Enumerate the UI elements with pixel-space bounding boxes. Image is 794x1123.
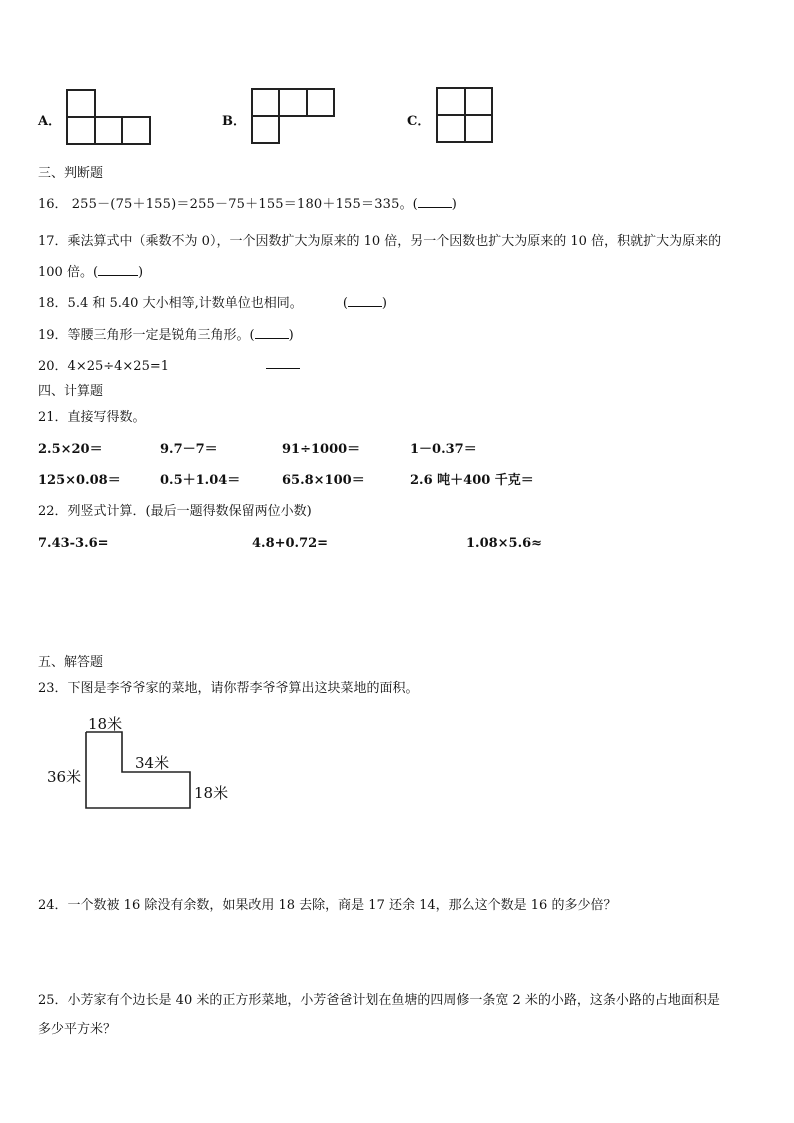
answer-close: ) <box>451 197 457 212</box>
calc-item: 125×0.08＝ <box>38 473 121 488</box>
option-b-label: B． <box>222 114 246 129</box>
question-23 <box>38 677 419 696</box>
question-18 <box>38 292 387 311</box>
question-text: 100 倍。( <box>38 265 99 280</box>
question-24 <box>38 894 616 913</box>
question-number: 21． <box>38 410 68 425</box>
calc-item: 1.08×5.6≈ <box>466 536 543 551</box>
option-a-label: A． <box>38 114 62 129</box>
calc-item: 91÷1000＝ <box>282 442 361 457</box>
option-c-label: C． <box>407 114 431 129</box>
question-number: 24． <box>38 898 68 913</box>
question-text: 小芳家有个边长是 40 米的正方形菜地，小芳爸爸计划在鱼塘的四周修一条宽 2 米的小路，这条小路的占地面积是 <box>67 993 720 1008</box>
grid-square <box>306 88 335 117</box>
grid-square <box>464 87 493 116</box>
grid-square <box>251 115 280 144</box>
calc-item: 2.5×20＝ <box>38 442 103 457</box>
question-text: 一个数被 16 除没有余数，如果改用 18 去除，商是 17 还余 14，那么这个数是 16 的多少倍？ <box>67 898 617 913</box>
question-number: 25． <box>38 993 68 1008</box>
question-text: 等腰三角形一定是锐角三角形。( <box>67 328 255 343</box>
calc-item: 4.8+0.72= <box>252 536 329 551</box>
calc-item: 1－0.37＝ <box>410 442 477 457</box>
answer-close: ) <box>381 296 387 311</box>
grid-square <box>66 89 96 118</box>
question-text: 5.4 和 5.40 大小相等,计数单位也相同。 <box>67 296 303 311</box>
question-number: 23． <box>38 681 68 696</box>
question-number: 22． <box>38 504 68 519</box>
question-17 <box>38 230 721 249</box>
question-text: 4×25÷4×25=1 <box>67 359 170 374</box>
equation: 255－(75＋155)＝255－75＋155＝180＋155＝335 <box>71 197 400 212</box>
grid-square <box>278 88 308 117</box>
question-text: 多少平方米？ <box>38 1022 117 1037</box>
question-19 <box>38 324 294 343</box>
grid-square <box>94 116 123 145</box>
calc-item: 2.6 吨＋400 千克＝ <box>410 473 534 488</box>
dimension-label-top: 18米 <box>88 715 123 733</box>
answer-blank[interactable] <box>255 326 289 339</box>
grid-square <box>436 87 466 116</box>
question-text: 直接写得数。 <box>67 410 146 425</box>
grid-square <box>464 114 493 143</box>
question-number: 17． <box>38 234 68 249</box>
calc-item: 7.43-3.6= <box>38 536 109 551</box>
calc-item: 0.5＋1.04＝ <box>160 473 241 488</box>
answer-open: ( <box>342 296 348 311</box>
section-title: 三、判断题 <box>38 166 104 181</box>
grid-square <box>121 116 151 145</box>
calc-item: 9.7－7＝ <box>160 442 218 457</box>
question-number: 16． <box>38 197 68 212</box>
calc-item: 65.8×100＝ <box>282 473 365 488</box>
answer-open: 。( <box>399 197 418 212</box>
section-title: 四、计算题 <box>38 384 104 399</box>
question-text: 乘法算式中（乘数不为 0），一个因数扩大为原来的 10 倍，另一个因数也扩大为原来的 10 倍，积就扩大为原来的 <box>67 234 722 249</box>
section-title: 五、解答题 <box>38 655 104 670</box>
question-16 <box>38 193 457 212</box>
question-text: 下图是李爷爷家的菜地，请你帮李爷爷算出这块菜地的面积。 <box>67 681 419 696</box>
answer-blank[interactable] <box>98 263 138 276</box>
answer-blank[interactable] <box>348 294 382 307</box>
question-number: 19． <box>38 328 68 343</box>
answer-close: ) <box>288 328 294 343</box>
grid-square <box>251 88 280 117</box>
question-21 <box>38 406 146 425</box>
dimension-label-left: 36米 <box>47 768 82 786</box>
answer-blank[interactable] <box>418 195 452 208</box>
question-number: 20． <box>38 359 68 374</box>
answer-close: ) <box>138 265 144 280</box>
question-number: 18． <box>38 296 68 311</box>
question-17-line2 <box>38 261 143 280</box>
question-20 <box>38 355 169 374</box>
answer-blank[interactable] <box>266 368 300 369</box>
question-25-line2 <box>38 1018 116 1037</box>
question-22 <box>38 500 312 519</box>
dimension-label-right: 18米 <box>194 784 229 802</box>
dimension-label-middle: 34米 <box>135 754 170 772</box>
question-25 <box>38 989 720 1008</box>
grid-square <box>436 114 466 143</box>
grid-square <box>66 116 96 145</box>
question-text: 列竖式计算．(最后一题得数保留两位小数) <box>67 504 312 519</box>
